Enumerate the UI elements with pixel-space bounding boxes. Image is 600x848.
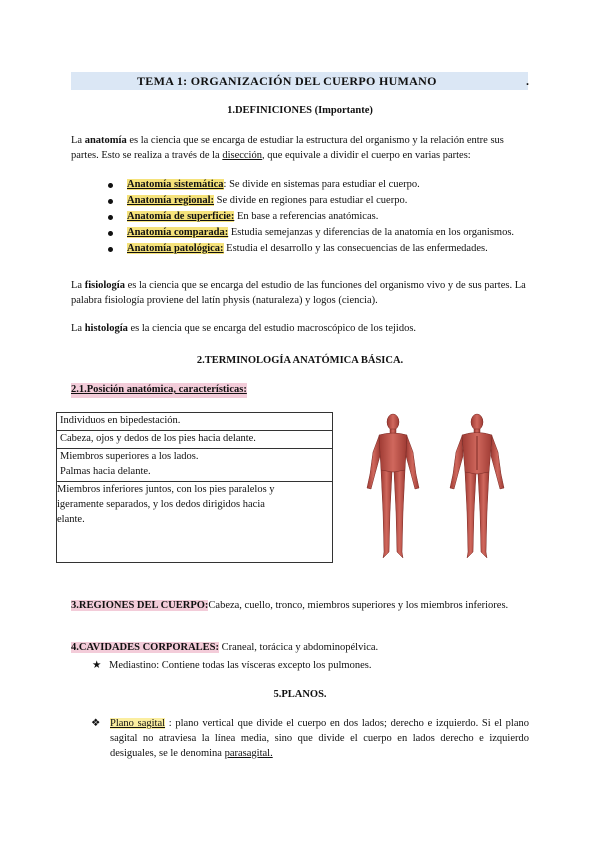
- bullet-icon: [108, 183, 113, 188]
- section-5-heading: 5.PLANOS.: [273, 689, 327, 700]
- section-2-1-heading: 2.1.Posición anatómica, características:: [71, 383, 247, 398]
- section-1-heading: 1.DEFINICIONES (Importante): [227, 105, 373, 116]
- bullet-icon: [108, 199, 113, 204]
- fisiologia-term: fisiología: [84, 280, 125, 291]
- star-icon: ★: [92, 660, 102, 671]
- bullet-icon: [108, 231, 113, 236]
- anatomical-position-table: [56, 412, 333, 563]
- list-item: Anatomía sistemática: Se divide en sistemas para estudiar el cuerpo.: [104, 178, 529, 193]
- bullet-icon: [108, 215, 113, 220]
- page-title: TEMA 1: ORGANIZACIÓN DEL CUERPO HUMANO: [137, 74, 437, 88]
- list-item: Anatomía patológica: Estudia el desarrollo y las consecuencias de las enfermedades.: [104, 242, 529, 257]
- section-3-paragraph: 3.REGIONES DEL CUERPO:Cabeza, cuello, tronco, miembros superiores y los miembros inferiores.: [71, 600, 509, 611]
- list-item: Anatomía regional: Se divide en regiones para estudiar el cuerpo.: [104, 194, 529, 209]
- table-row: Miembros inferiores juntos, con los pies paralelos y igeramente separados, y los dedos dirigidos hacia elante.: [57, 482, 333, 563]
- plano-sagital-item: ❖ Plano sagital : plano vertical que divide el cuerpo en dos lados; derecho e izquierdo. Si el plano sagital no atraviesa la línea media, sino que divide el cuerpo en lados derecho e izquierdo desiguales, se le denomina parasagital.: [91, 718, 529, 759]
- anatomy-types-list: [104, 178, 529, 258]
- section-4-paragraph: 4.CAVIDADES CORPORALES: Craneal, torácica y abdominopélvica.: [71, 642, 379, 653]
- list-item: Anatomía de superficie: En base a referencias anatómicas.: [104, 210, 529, 225]
- front-muscle-figure: [367, 414, 419, 558]
- bullet-icon: [108, 247, 113, 252]
- parasagital-term: parasagital.: [224, 747, 273, 759]
- section-4-heading: 4.CAVIDADES CORPORALES:: [71, 642, 219, 653]
- diamond-bullet-icon: ❖: [91, 718, 101, 729]
- table-row: Miembros superiores a los lados. Palmas hacia delante.: [57, 449, 333, 482]
- anatomical-position-figures: [355, 412, 515, 564]
- anatomia-paragraph: La anatomía es la ciencia que se encarga de estudiar la estructura del organismo y la relación entre sus partes. Esto se realiza a través de la disección, que equivale a dividir el cuerpo en varias partes:: [71, 135, 504, 161]
- histologia-paragraph: La histología es la ciencia que se encarga del estudio macroscópico de los tejidos.: [71, 323, 417, 334]
- histologia-term: histología: [84, 323, 128, 334]
- section-3-heading: 3.REGIONES DEL CUERPO:: [71, 600, 209, 611]
- title-trailing-dot: .: [526, 74, 529, 88]
- mediastino-item: ★ Mediastino: Contiene todas las vísceras excepto los pulmones.: [92, 659, 371, 674]
- table-row: Individuos en bipedestación.: [57, 413, 333, 431]
- back-muscle-figure: [450, 414, 504, 558]
- fisiologia-paragraph: La fisiología es la ciencia que se encarga del estudio de las funciones del organismo vivo y de sus partes. La palabra fisiología proviene del latín physis (naturaleza) y logos (ciencia).: [71, 280, 526, 306]
- anatomia-term: anatomía: [84, 135, 127, 146]
- plano-sagital-term: Plano sagital: [110, 718, 166, 729]
- diseccion-term: disección: [222, 149, 262, 161]
- section-2-heading: 2.TERMINOLOGÍA ANATÓMICA BÁSICA.: [196, 355, 404, 366]
- table-row: Cabeza, ojos y dedos de los pies hacia delante.: [57, 431, 333, 449]
- list-item: Anatomía comparada: Estudia semejanzas y diferencias de la anatomía en los organismos.: [104, 226, 529, 241]
